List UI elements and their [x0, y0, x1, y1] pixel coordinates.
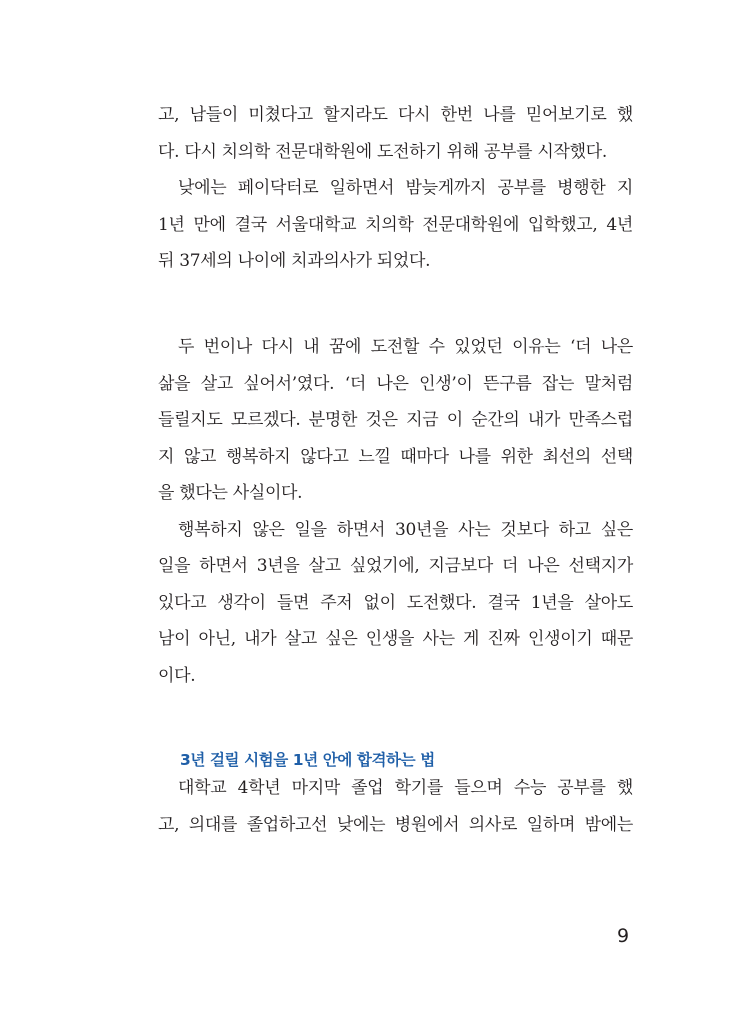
text-line: 일을 하면서 3년을 살고 싶었기에, 지금보다 더 나은 선택지가	[158, 556, 633, 576]
text-line: 뒤 37세의 나이에 치과의사가 되었다.	[158, 251, 431, 271]
text-line: 1년 만에 결국 서울대학교 치의학 전문대학원에 입학했고, 4년	[158, 214, 633, 235]
text-line: 두 번이나 다시 내 꿈에 도전할 수 있었던 이유는 ‘더 나은	[178, 337, 633, 357]
text-line: 행복하지 않은 일을 하면서 30년을 사는 것보다 하고 싶은	[178, 519, 633, 540]
paragraph-block-1	[158, 103, 633, 273]
text-line: 삶을 살고 싶어서’였다. ‘더 나은 인생’이 뜬구름 잡는 말처럼	[158, 373, 633, 394]
section-heading: 3년 걸릴 시험을 1년 안에 합격하는 법	[180, 751, 435, 769]
text-line: 고, 의대를 졸업하고선 낮에는 병원에서 의사로 일하며 밤에는	[158, 814, 633, 835]
text-line: 고, 남들이 미쳤다고 할지라도 다시 한번 나를 믿어보기로 했	[158, 105, 633, 125]
text-line: 지 않고 행복하지 않다고 느낄 때마다 나를 위한 최선의 선택	[158, 446, 633, 467]
text-line: 다. 다시 치의학 전문대학원에 도전하기 위해 공부를 시작했다.	[158, 141, 607, 162]
text-line: 낮에는 페이닥터로 일하면서 밤늦게까지 공부를 병행한 지	[178, 178, 633, 198]
text-line: 남이 아닌, 내가 살고 싶은 인생을 사는 게 진짜 인생이기 때문	[158, 629, 633, 649]
text-line: 들릴지도 모르겠다. 분명한 것은 지금 이 순간의 내가 만족스럽	[158, 410, 633, 430]
text-line: 있다고 생각이 들면 주저 없이 도전했다. 결국 1년을 살아도	[158, 592, 633, 613]
text-line: 이다.	[158, 665, 196, 686]
text-line: 을 했다는 사실이다.	[158, 483, 303, 503]
page-number: 9	[617, 925, 630, 947]
paragraph-block-3	[158, 776, 633, 837]
text-line: 대학교 4학년 마지막 졸업 학기를 들으며 수능 공부를 했	[178, 778, 633, 798]
paragraph-block-2	[158, 335, 633, 688]
